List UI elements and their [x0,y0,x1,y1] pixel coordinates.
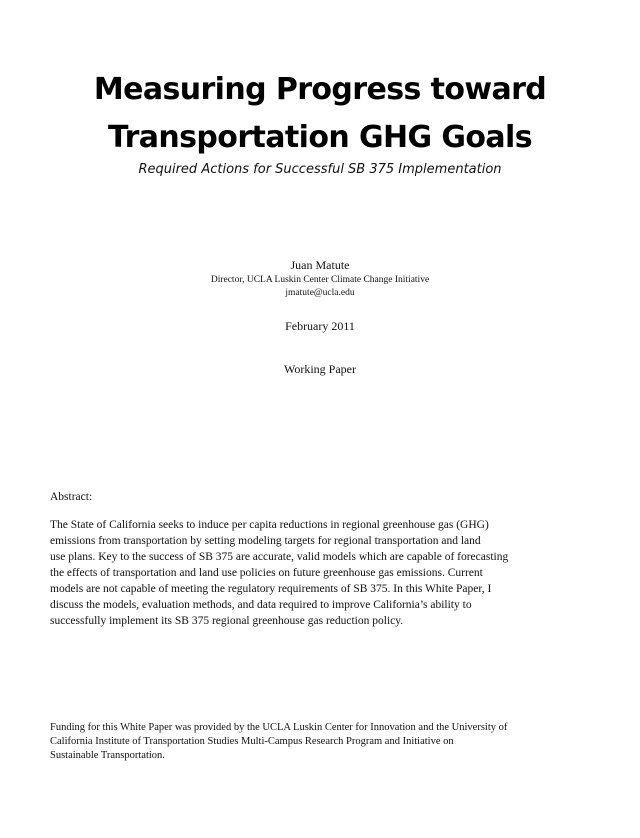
paper-type: Working Paper [283,362,357,376]
abstract-line: The State of California seeks to induce per capita reductions in regional greenhouse gas (GHG) [50,519,489,531]
paper-title [0,66,640,162]
abstract-line: emissions from transportation by setting modeling targets for regional transportation and land [50,535,481,547]
abstract-line: successfully implement its SB 375 regional greenhouse gas reduction policy. [50,615,404,627]
abstract-line: models are not capable of meeting the regulatory requirements of SB 375. In this White Paper, I [50,583,492,595]
title-line: Measuring Progress toward [93,72,547,107]
abstract-line: discuss the models, evaluation methods, and data required to improve California’s ability to [50,599,472,611]
abstract-body [50,517,586,629]
funding-line: Funding for this White Paper was provided by the UCLA Luskin Center for Innovation and the University of [50,722,508,733]
funding-line: Sustainable Transportation. [50,750,165,761]
author-block [0,256,640,300]
abstract-line: use plans. Key to the success of SB 375 are accurate, valid models which are capable of forecasting [50,551,509,563]
abstract-heading: Abstract: [50,491,93,503]
author-affiliation: Director, UCLA Luskin Center Climate Change Initiative [210,275,430,285]
author-name: Juan Matute [290,258,350,272]
title-line: Transportation GHG Goals [108,120,532,155]
author-email: jmatute@ucla.edu [285,288,355,298]
paper-subtitle: Required Actions for Successful SB 375 Implementation [138,162,502,177]
funding-note [50,721,590,763]
abstract-line: the effects of transportation and land use policies on future greenhouse gas emissions. Current [50,567,483,579]
publication-date: February 2011 [285,319,355,333]
funding-line: California Institute of Transportation Studies Multi-Campus Research Program and Initiative on [50,736,454,747]
